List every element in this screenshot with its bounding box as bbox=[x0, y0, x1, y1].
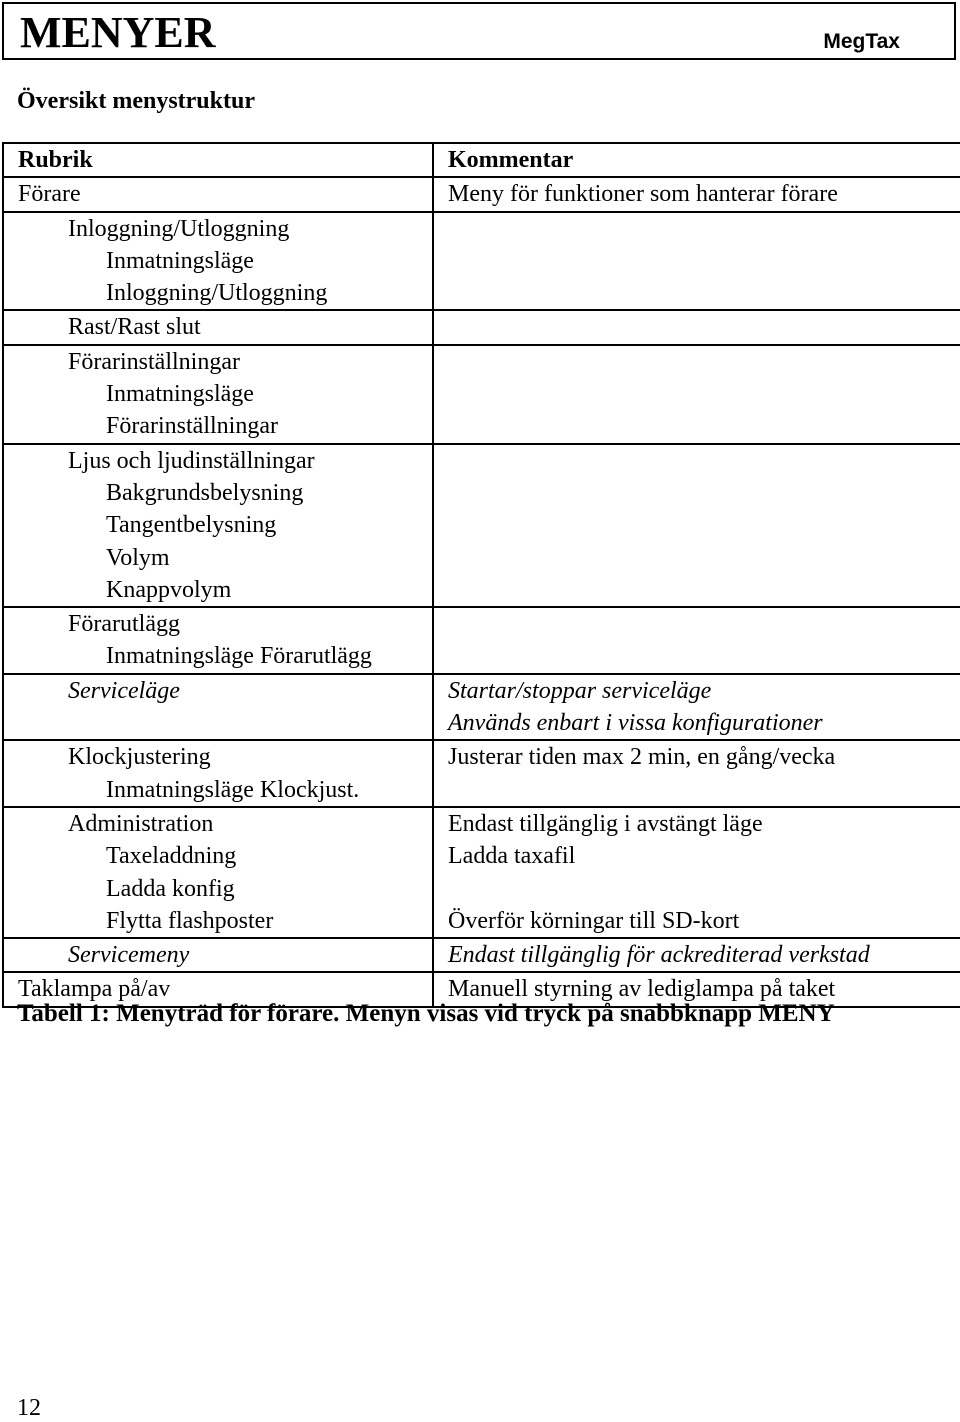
menu-item-label: Administration bbox=[68, 810, 214, 837]
rubrik-cell bbox=[3, 212, 433, 311]
menu-item-comment: Används enbart i vissa konfigurationer bbox=[448, 710, 823, 737]
menu-item-label: Förare bbox=[18, 181, 81, 208]
menu-item-label: Inloggning/Utloggning bbox=[106, 280, 328, 307]
menu-item-label: Förarinställningar bbox=[106, 413, 278, 440]
page-number: 12 bbox=[17, 1395, 41, 1421]
menu-item-comment bbox=[434, 608, 960, 640]
kommentar-cell bbox=[433, 807, 960, 938]
menu-item-comment bbox=[434, 277, 960, 309]
menu-item-label: Volym bbox=[106, 544, 170, 571]
kommentar-cell bbox=[433, 310, 960, 344]
menu-item-comment bbox=[434, 774, 960, 806]
rubrik-cell bbox=[3, 740, 433, 807]
kommentar-cell bbox=[433, 444, 960, 607]
kommentar-cell bbox=[433, 938, 960, 972]
menu-item-comment bbox=[434, 445, 960, 477]
menu-structure-table bbox=[2, 142, 960, 1008]
table-row bbox=[3, 310, 960, 344]
rubrik-cell bbox=[3, 674, 433, 741]
table-row bbox=[3, 938, 960, 972]
menu-item-comment bbox=[434, 378, 960, 410]
kommentar-cell bbox=[433, 212, 960, 311]
kommentar-cell bbox=[433, 177, 960, 211]
menu-item-label: Förarutlägg bbox=[68, 611, 180, 638]
menu-item-label: Förarinställningar bbox=[68, 348, 240, 375]
table-row bbox=[3, 345, 960, 444]
menu-item-label: Taxeladdning bbox=[106, 843, 237, 870]
menu-item-comment: Justerar tiden max 2 min, en gång/vecka bbox=[448, 744, 836, 771]
menu-item-label: Inmatningsläge Klockjust. bbox=[106, 776, 360, 803]
menu-item-label: Bakgrundsbelysning bbox=[106, 479, 304, 506]
kommentar-cell bbox=[433, 607, 960, 674]
menu-item-label bbox=[4, 707, 432, 739]
menu-item-comment: Överför körningar till SD-kort bbox=[448, 907, 740, 934]
menu-item-comment bbox=[434, 245, 960, 277]
menu-item-comment: Manuell styrning av lediglampa på taket bbox=[448, 976, 836, 1003]
menu-item-label: Knappvolym bbox=[106, 576, 232, 603]
menu-item-comment: Endast tillgänglig för ackrediterad verkstad bbox=[448, 942, 870, 969]
table-caption: Tabell 1: Menyträd för förare. Menyn visas vid tryck på snabbknapp MENY bbox=[17, 1000, 835, 1027]
table-row bbox=[3, 444, 960, 607]
menu-item-label: Inmatningsläge Förarutlägg bbox=[106, 643, 372, 670]
table-row bbox=[3, 177, 960, 211]
table-row bbox=[3, 674, 960, 741]
page-header bbox=[2, 2, 956, 60]
menu-item-comment bbox=[434, 542, 960, 574]
kommentar-cell bbox=[433, 345, 960, 444]
table-row bbox=[3, 740, 960, 807]
table-row bbox=[3, 607, 960, 674]
menu-item-comment: Meny för funktioner som hanterar förare bbox=[448, 181, 838, 208]
menu-item-comment bbox=[434, 346, 960, 378]
menu-item-label: Inmatningsläge bbox=[106, 381, 254, 408]
menu-item-label: Rast/Rast slut bbox=[68, 314, 201, 341]
header-cell-rubrik bbox=[3, 143, 433, 177]
table-header-row bbox=[3, 143, 960, 177]
menu-item-label: Taklampa på/av bbox=[18, 976, 171, 1003]
menu-item-comment bbox=[434, 213, 960, 245]
menu-item-label: Ljus och ljudinställningar bbox=[68, 447, 315, 474]
menu-item-label: Klockjustering bbox=[68, 744, 211, 771]
rubrik-cell bbox=[3, 310, 433, 344]
page-title: MENYER bbox=[20, 8, 216, 57]
menu-item-comment: Startar/stoppar serviceläge bbox=[448, 677, 712, 704]
menu-item-comment bbox=[434, 640, 960, 672]
section-heading: Översikt menystruktur bbox=[17, 88, 255, 114]
menu-item-comment bbox=[434, 509, 960, 541]
rubrik-cell bbox=[3, 345, 433, 444]
menu-item-comment bbox=[434, 873, 960, 905]
menu-item-label: Serviceläge bbox=[68, 677, 180, 704]
header-cell-kommentar bbox=[433, 143, 960, 177]
menu-item-comment bbox=[434, 311, 960, 343]
menu-item-comment bbox=[434, 410, 960, 442]
table-row bbox=[3, 807, 960, 938]
rubrik-cell bbox=[3, 444, 433, 607]
rubrik-cell bbox=[3, 607, 433, 674]
menu-item-label: Inloggning/Utloggning bbox=[68, 215, 290, 242]
rubrik-cell bbox=[3, 177, 433, 211]
rubrik-cell bbox=[3, 938, 433, 972]
menu-item-label: Ladda konfig bbox=[106, 875, 235, 902]
menu-item-comment bbox=[434, 477, 960, 509]
kommentar-cell bbox=[433, 740, 960, 807]
menu-item-label: Servicemeny bbox=[68, 942, 190, 969]
menu-item-comment bbox=[434, 574, 960, 606]
column-header-rubrik: Rubrik bbox=[18, 147, 93, 173]
kommentar-cell bbox=[433, 674, 960, 741]
menu-item-comment: Endast tillgänglig i avstängt läge bbox=[448, 810, 763, 837]
menu-item-label: Tangentbelysning bbox=[106, 512, 277, 539]
table-row bbox=[3, 212, 960, 311]
brand-name: MegTax bbox=[823, 30, 900, 53]
menu-item-comment: Ladda taxafil bbox=[448, 843, 576, 870]
menu-item-label: Flytta flashposter bbox=[106, 907, 274, 934]
column-header-kommentar: Kommentar bbox=[448, 147, 574, 173]
rubrik-cell bbox=[3, 807, 433, 938]
menu-item-label: Inmatningsläge bbox=[106, 247, 254, 274]
menu-table-body bbox=[3, 143, 960, 1007]
